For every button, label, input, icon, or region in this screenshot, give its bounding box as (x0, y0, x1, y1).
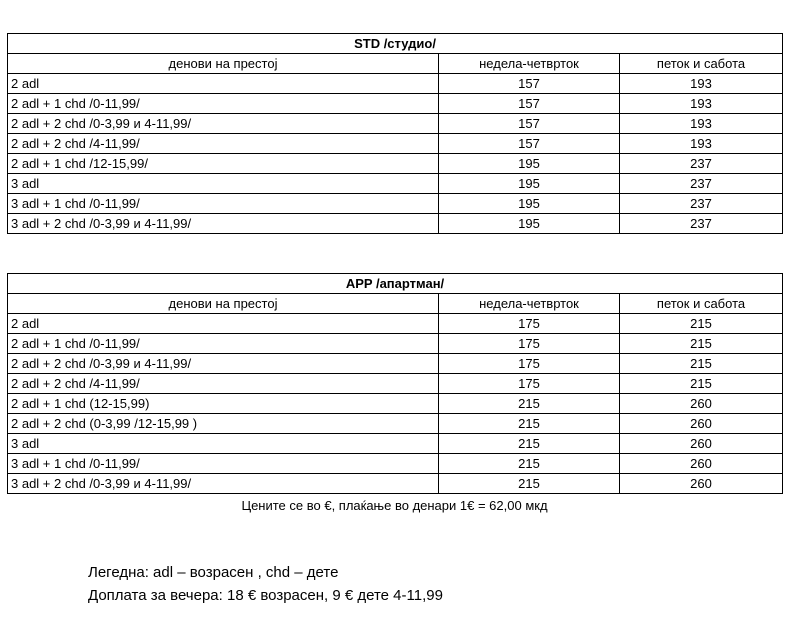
occupancy-cell: 3 adl + 1 chd /0-11,99/ (8, 454, 439, 474)
weekday-price-cell: 175 (439, 314, 620, 334)
weekday-price-cell: 215 (439, 474, 620, 494)
table-row (8, 174, 783, 194)
table-row (8, 134, 783, 154)
table-row (8, 414, 783, 434)
weekday-price-cell: 175 (439, 334, 620, 354)
weekend-price-cell: 260 (620, 434, 783, 454)
occupancy-cell: 2 adl + 1 chd /12-15,99/ (8, 154, 439, 174)
table-row (8, 374, 783, 394)
table-row (8, 334, 783, 354)
occupancy-cell: 2 adl (8, 74, 439, 94)
currency-note: Цените се во €, плаќање во денари 1€ = 62,00 мкд (241, 498, 548, 513)
std-header-weekend: петок и сабота (620, 54, 783, 74)
occupancy-cell: 3 adl + 2 chd /0-3,99 и 4-11,99/ (8, 474, 439, 494)
weekday-price-cell: 215 (439, 454, 620, 474)
std-header-weekday: недела-четврток (439, 54, 620, 74)
std-rates-table (7, 33, 783, 234)
table-row (8, 454, 783, 474)
occupancy-cell: 3 adl + 1 chd /0-11,99/ (8, 194, 439, 214)
occupancy-cell: 2 adl + 2 chd /0-3,99 и 4-11,99/ (8, 354, 439, 374)
table-row (8, 194, 783, 214)
table-row (8, 354, 783, 374)
weekend-price-cell: 237 (620, 194, 783, 214)
occupancy-cell: 2 adl + 2 chd /0-3,99 и 4-11,99/ (8, 114, 439, 134)
weekday-price-cell: 195 (439, 174, 620, 194)
weekend-price-cell: 260 (620, 474, 783, 494)
occupancy-cell: 2 adl + 1 chd /0-11,99/ (8, 94, 439, 114)
legend-abbreviations: Легедна: adl – возрасен , chd – дете (88, 564, 339, 581)
std-title-row (8, 34, 783, 54)
weekday-price-cell: 175 (439, 374, 620, 394)
occupancy-cell: 3 adl (8, 174, 439, 194)
app-header-weekend: петок и сабота (620, 294, 783, 314)
app-table-title: APP /апартман/ (8, 274, 783, 294)
app-header-row (8, 294, 783, 314)
weekend-price-cell: 237 (620, 214, 783, 234)
occupancy-cell: 2 adl + 2 chd /4-11,99/ (8, 134, 439, 154)
app-header-stay-days: денови на престој (8, 294, 439, 314)
table-row (8, 94, 783, 114)
weekend-price-cell: 215 (620, 374, 783, 394)
weekend-price-cell: 215 (620, 314, 783, 334)
weekday-price-cell: 195 (439, 214, 620, 234)
weekday-price-cell: 215 (439, 394, 620, 414)
table-row (8, 114, 783, 134)
table-row (8, 434, 783, 454)
weekend-price-cell: 215 (620, 334, 783, 354)
weekend-price-cell: 193 (620, 114, 783, 134)
occupancy-cell: 3 adl (8, 434, 439, 454)
occupancy-cell: 2 adl + 2 chd (0-3,99 /12-15,99 ) (8, 414, 439, 434)
std-header-stay-days: денови на престој (8, 54, 439, 74)
table-row (8, 474, 783, 494)
weekend-price-cell: 260 (620, 414, 783, 434)
table-row (8, 394, 783, 414)
weekend-price-cell: 237 (620, 154, 783, 174)
weekday-price-cell: 215 (439, 414, 620, 434)
occupancy-cell: 2 adl + 1 chd (12-15,99) (8, 394, 439, 414)
weekday-price-cell: 157 (439, 94, 620, 114)
occupancy-cell: 2 adl + 1 chd /0-11,99/ (8, 334, 439, 354)
app-header-weekday: недела-четврток (439, 294, 620, 314)
weekday-price-cell: 195 (439, 194, 620, 214)
weekend-price-cell: 237 (620, 174, 783, 194)
legend-dinner-supplement: Доплата за вечера: 18 € возрасен, 9 € дете 4-11,99 (88, 587, 443, 604)
std-table-title: STD /студио/ (8, 34, 783, 54)
app-rates-table (7, 273, 783, 494)
weekend-price-cell: 260 (620, 394, 783, 414)
weekday-price-cell: 157 (439, 74, 620, 94)
weekend-price-cell: 215 (620, 354, 783, 374)
weekday-price-cell: 157 (439, 114, 620, 134)
occupancy-cell: 2 adl + 2 chd /4-11,99/ (8, 374, 439, 394)
std-header-row (8, 54, 783, 74)
weekend-price-cell: 193 (620, 134, 783, 154)
table-row (8, 154, 783, 174)
weekend-price-cell: 193 (620, 94, 783, 114)
weekday-price-cell: 215 (439, 434, 620, 454)
weekend-price-cell: 260 (620, 454, 783, 474)
weekday-price-cell: 175 (439, 354, 620, 374)
weekday-price-cell: 195 (439, 154, 620, 174)
weekend-price-cell: 193 (620, 74, 783, 94)
table-row (8, 314, 783, 334)
table-row (8, 214, 783, 234)
occupancy-cell: 3 adl + 2 chd /0-3,99 и 4-11,99/ (8, 214, 439, 234)
table-row (8, 74, 783, 94)
occupancy-cell: 2 adl (8, 314, 439, 334)
app-title-row (8, 274, 783, 294)
weekday-price-cell: 157 (439, 134, 620, 154)
